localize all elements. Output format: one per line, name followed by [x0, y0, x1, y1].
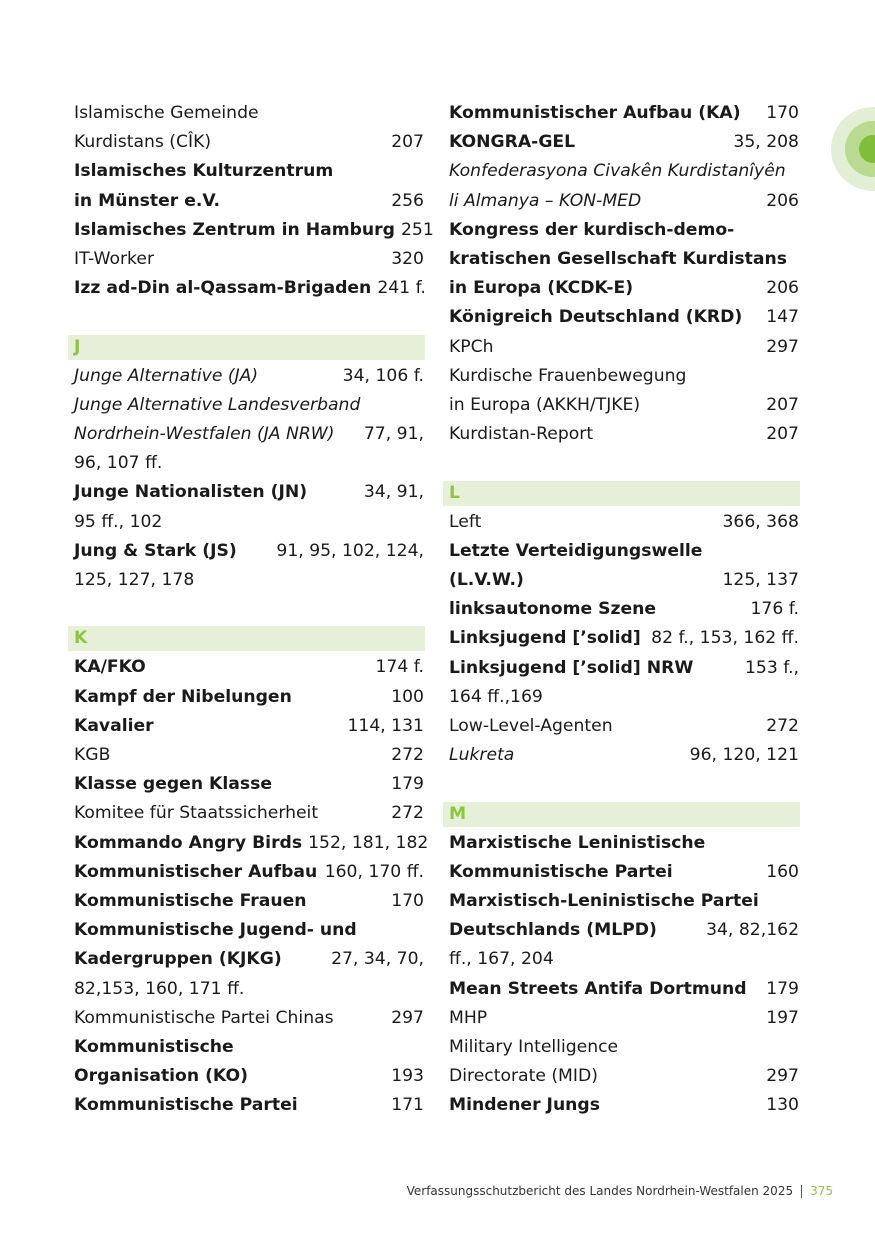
index-entry: (L.V.W.) 125, 137: [449, 570, 799, 591]
index-entry: Linksjugend [’solid] 82 f., 153, 162 ff.: [449, 628, 799, 649]
index-entry: kratischen Gesellschaft Kurdistans: [449, 249, 787, 270]
footer-divider: [801, 1185, 802, 1198]
index-entry: Kadergruppen (KJKG) 27, 34, 70,: [74, 949, 424, 970]
index-entry: Izz ad-Din al-Qassam-Brigaden 241 f.: [74, 278, 426, 299]
index-entry: 164 ff.,169: [449, 686, 543, 707]
index-entry: KONGRA-GEL 35, 208: [449, 132, 799, 153]
index-entry: KPCh 297: [449, 336, 799, 357]
index-entry: Low-Level-Agenten 272: [449, 716, 799, 737]
index-entry: Mean Streets Antifa Dortmund 179: [449, 978, 799, 999]
index-entry: in Europa (KCDK-E) 206: [449, 278, 799, 299]
index-entry: IT-Worker 320: [74, 249, 424, 270]
index-entry: li Almanya – KON-MED 206: [449, 190, 799, 211]
index-entry: Marxistische Leninistische: [449, 832, 706, 853]
index-entry: linksautonome Szene 176 f.: [449, 599, 799, 620]
index-entry: Kommunistische: [74, 1037, 234, 1058]
index-entry: Kurdische Frauenbewegung: [449, 365, 687, 386]
index-entry: Klasse gegen Klasse 179: [74, 774, 424, 795]
index-entry: Junge Alternative (JA) 34, 106 f.: [74, 365, 424, 386]
section-header-m: M: [443, 802, 800, 827]
index-entry: in Europa (AKKH/TJKE) 207: [449, 395, 799, 416]
index-entry: Directorate (MID) 297: [449, 1066, 799, 1087]
index-entry: 96, 107 ff.: [74, 453, 163, 474]
index-entry: Mindener Jungs 130: [449, 1095, 799, 1116]
index-entry: 82,153, 160, 171 ff.: [74, 978, 245, 999]
index-entry: Linksjugend [’solid] NRW 153 f.,: [449, 657, 799, 678]
index-entry: MHP 197: [449, 1007, 799, 1028]
index-column-left: [68, 99, 434, 1121]
index-entry: Kommunistische Jugend- und: [74, 920, 357, 941]
index-entry: Kommando Angry Birds 152, 181, 182: [74, 832, 429, 853]
index-entry: Komitee für Staatssicherheit 272: [74, 803, 424, 824]
index-entry: Kommunistische Partei Chinas 297: [74, 1007, 424, 1028]
section-header-l: L: [443, 481, 800, 506]
index-entry: Organisation (KO) 193: [74, 1066, 424, 1087]
index-entry: Military Intelligence: [449, 1037, 619, 1058]
index-entry: Kurdistan-Report 207: [449, 424, 799, 445]
index-entry: Königreich Deutschland (KRD) 147: [449, 307, 799, 328]
chapter-tab-marker: [831, 107, 875, 191]
index-entry: Islamische Gemeinde: [74, 103, 259, 123]
section-header-k: K: [68, 626, 425, 651]
index-entry: Konfederasyona Civakên Kurdistanîyên: [449, 161, 786, 182]
index-entry: Kurdistans (CÎK) 207: [74, 132, 424, 153]
index-entry: KGB 272: [74, 745, 424, 766]
index-entry: KA/FKO 174 f.: [74, 657, 424, 678]
index-entry: Jung & Stark (JS) 91, 95, 102, 124,: [74, 540, 424, 561]
page-footer: [407, 1184, 833, 1198]
index-entry: Kampf der Nibelungen 100: [74, 686, 424, 707]
index-entry: Islamisches Zentrum in Hamburg 251: [74, 219, 434, 240]
index-entry: Letzte Verteidigungswelle: [449, 540, 703, 561]
index-entry: Kommunistische Partei 160: [449, 861, 799, 882]
index-entry: ff., 167, 204: [449, 949, 554, 970]
index-entry: Kommunistischer Aufbau 160, 170 ff.: [74, 861, 424, 882]
section-header-j: J: [68, 335, 425, 360]
index-entry: Islamisches Kulturzentrum: [74, 161, 334, 182]
index-entry: Left 366, 368: [449, 511, 799, 532]
index-entry: Junge Nationalisten (JN) 34, 91,: [74, 482, 424, 503]
index-column-right: [443, 99, 800, 1121]
index-entry: Deutschlands (MLPD) 34, 82,162: [449, 920, 799, 941]
index-entry: Lukreta 96, 120, 121: [449, 745, 799, 766]
footer-title: Verfassungsschutzbericht des Landes Nordrhein-Westfalen 2025: [406, 1184, 794, 1198]
index-entry: 125, 127, 178: [74, 570, 195, 591]
index-entry: Nordrhein-Westfalen (JA NRW) 77, 91,: [74, 424, 424, 445]
index-entry: Kongress der kurdisch-demo-: [449, 219, 735, 240]
index-entry: Kommunistische Partei 171: [74, 1095, 424, 1116]
index-entry: Kommunistischer Aufbau (KA) 170: [449, 103, 799, 123]
index-entry: 95 ff., 102: [74, 511, 163, 532]
index-entry: Marxistisch-Leninistische Partei: [449, 891, 759, 912]
index-entry: Junge Alternative Landesverband: [74, 394, 361, 415]
index-entry: in Münster e.V. 256: [74, 190, 424, 211]
page-number: 375: [810, 1184, 833, 1198]
index-entry: Kavalier 114, 131: [74, 715, 424, 736]
index-entry: Kommunistische Frauen 170: [74, 891, 424, 912]
